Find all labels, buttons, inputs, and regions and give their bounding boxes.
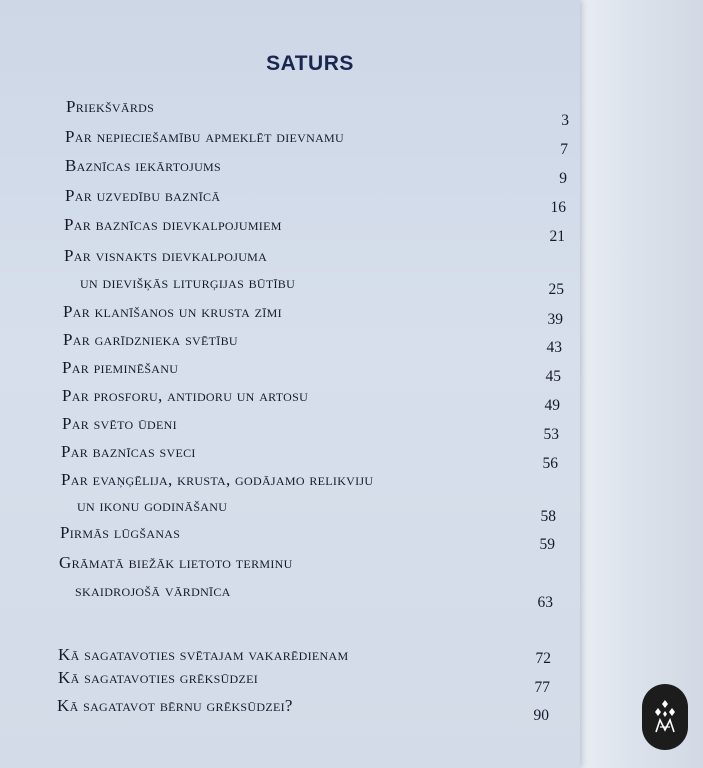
toc-entry-title: Pirmās lūgšanas [60, 523, 181, 542]
toc-entry-title: Par baznīcas sveci [61, 442, 196, 461]
page-title: SATURS [266, 52, 354, 75]
toc-entry-title: skaidrojošā vārdnīca [75, 581, 231, 600]
toc-page-number: 45 [545, 368, 561, 385]
toc-entry-title: Par prosforu, antidoru un artosu [62, 386, 309, 405]
toc-page-number: 25 [548, 281, 564, 298]
toc-entry-title: Baznīcas iekārtojums [65, 156, 221, 175]
toc-entry-title: Par evaņģēlija, krusta, godājamo relikviju [61, 470, 374, 489]
toc-entry-title: Par pieminēšanu [62, 358, 179, 377]
toc-page-number: 39 [547, 311, 563, 328]
toc-entry-title: Par baznīcas dievkalpojumiem [64, 215, 282, 234]
toc-page-number: 90 [533, 707, 549, 724]
toc-entry-title: un ikonu godināšanu [77, 496, 228, 515]
monogram-logo-icon [642, 684, 688, 750]
toc-entry-title: Kā sagatavoties grēksūdzei [58, 668, 259, 687]
toc-page-number: 58 [540, 508, 556, 525]
toc-page-number: 56 [542, 455, 558, 472]
toc-page-number: 72 [535, 650, 551, 667]
toc-entry-title: Par nepieciešamību apmeklēt dievnamu [65, 127, 344, 146]
toc-entry-title: un dievišķās liturģijas būtību [80, 273, 296, 292]
toc-page-number: 63 [537, 594, 553, 611]
toc-page-number: 59 [539, 536, 555, 553]
toc-entry-title: Par visnakts dievkalpojuma [64, 246, 268, 265]
toc-page-number: 9 [559, 170, 567, 187]
toc-entry-title: Par garīdznieka svētību [63, 330, 238, 349]
toc-entry-title: Grāmatā biežāk lietoto terminu [59, 553, 293, 572]
toc-page-number: 49 [544, 397, 560, 414]
toc-page-number: 7 [560, 141, 568, 158]
toc-entry-title: Par uzvedību baznīcā [65, 186, 221, 205]
toc-page-number: 77 [534, 679, 550, 696]
toc-page-number: 16 [550, 199, 566, 216]
toc-page-number: 21 [549, 228, 565, 245]
toc-entry-title: Par svēto ūdeni [62, 414, 177, 433]
toc-page-number: 43 [546, 339, 562, 356]
toc-entry-title: Par klanīšanos un krusta zīmi [63, 302, 282, 321]
toc-entry-title: Kā sagatavoties svētajam vakarēdienam [58, 645, 349, 664]
toc-entry-title: Kā sagatavot bērnu grēksūdzei? [57, 696, 293, 715]
logo [642, 684, 688, 750]
toc-entry-title: Priekšvārds [66, 97, 155, 116]
toc-page-number: 3 [561, 112, 569, 129]
toc-page-number: 53 [543, 426, 559, 443]
